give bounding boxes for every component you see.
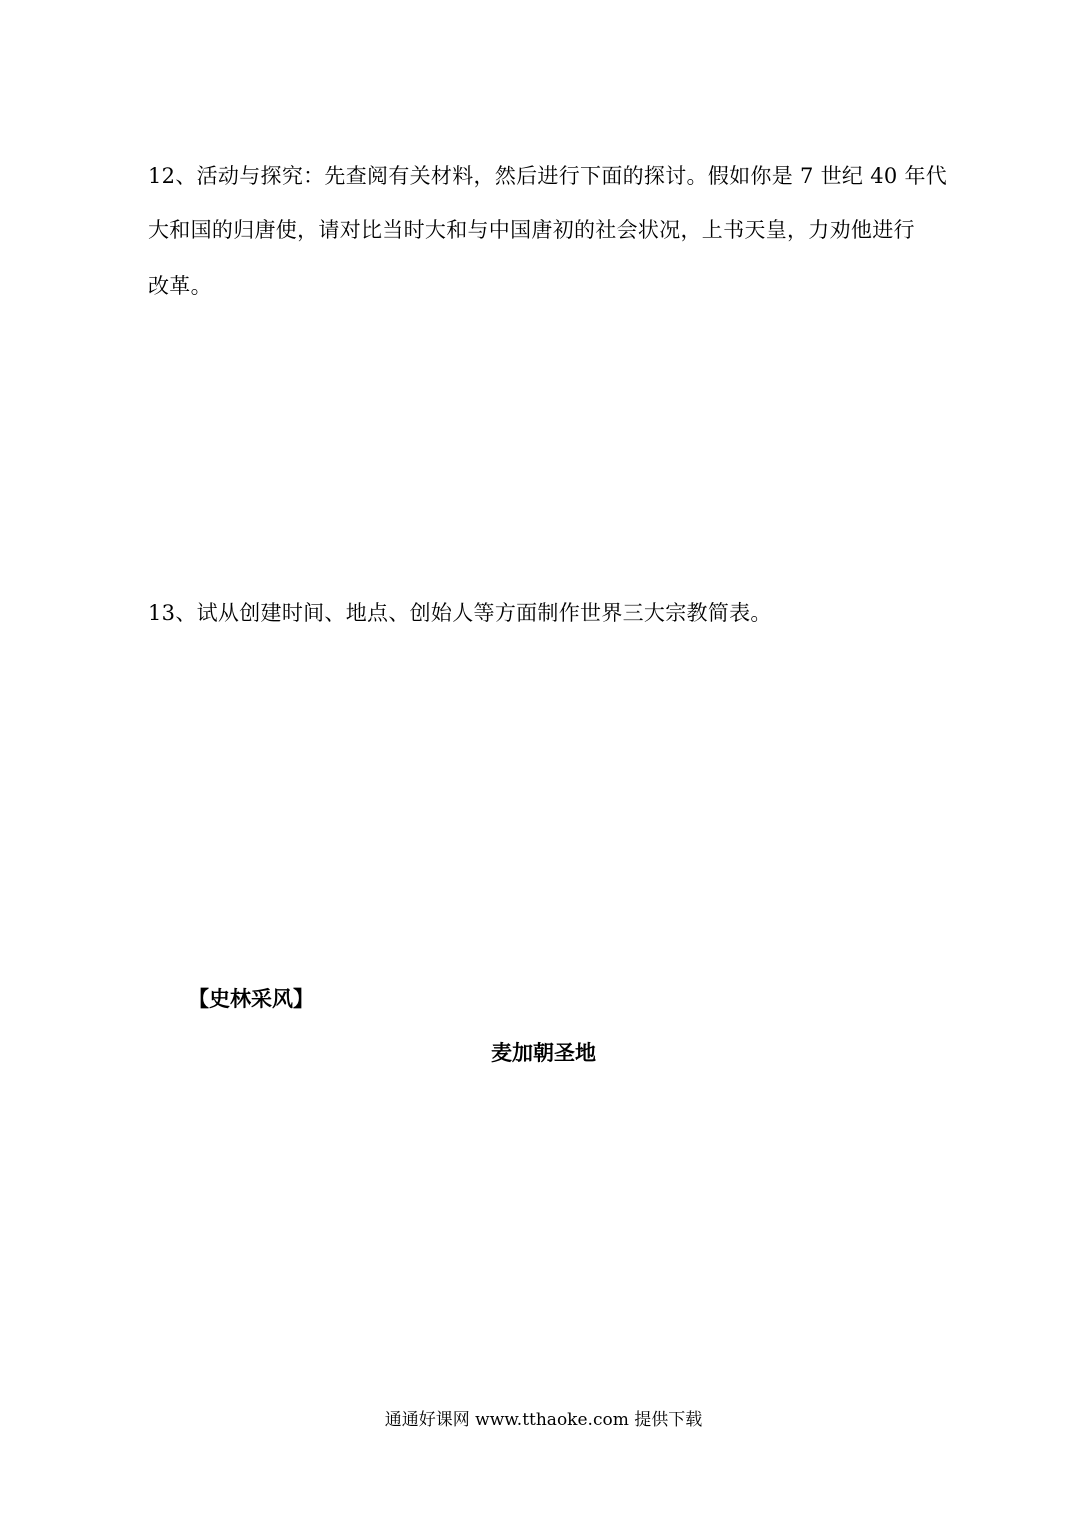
question-12-line-2: 大和国的归唐使，请对比当时大和与中国唐初的社会状况，上书天皇，力劝他进行 (148, 218, 915, 242)
question-12-line-1: 12、活动与探究：先查阅有关材料，然后进行下面的探讨。假如你是 7 世纪 40 年代 (148, 164, 948, 188)
question-13: 13、试从创建时间、地点、创始人等方面制作世界三大宗教简表。 (148, 601, 772, 625)
section-heading: 【史林采风】 (188, 987, 314, 1011)
question-12-line-3: 改革。 (148, 274, 212, 298)
article-title: 麦加朝圣地 (491, 1041, 596, 1065)
page-footer: 通通好课网 www.tthaoke.com 提供下载 (384, 1410, 703, 1430)
